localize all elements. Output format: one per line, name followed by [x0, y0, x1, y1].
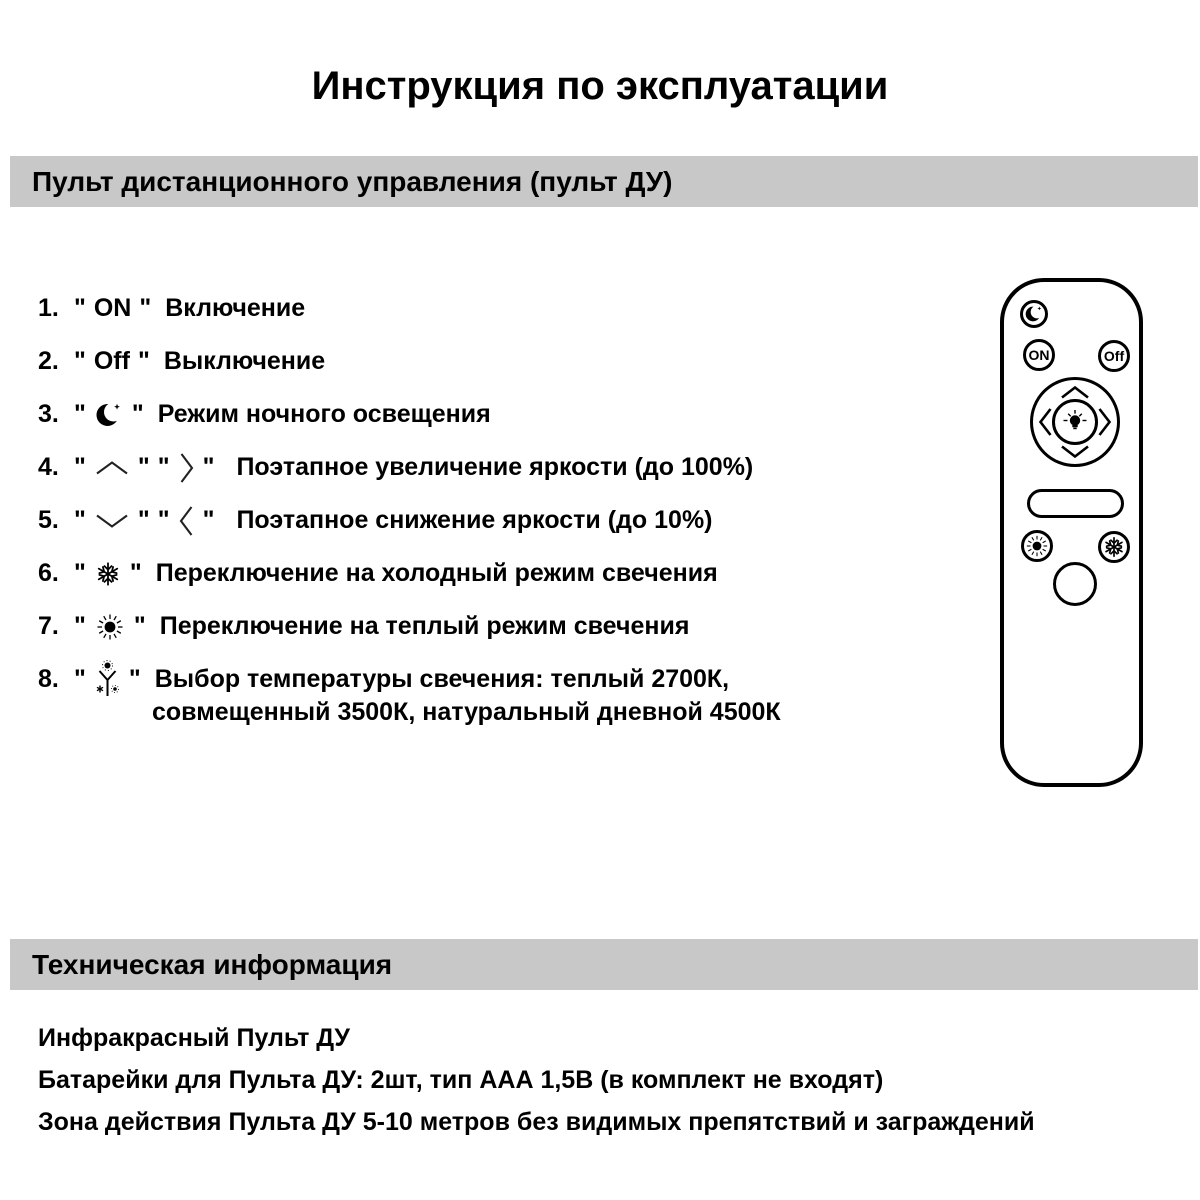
quote-mark: " — [202, 506, 215, 534]
remote-illustration — [1000, 278, 1143, 787]
instruction-item-off — [38, 335, 781, 388]
remote-dpad — [1030, 377, 1120, 467]
quote-mark: " — [74, 453, 86, 481]
quote-mark: " — [157, 453, 170, 481]
quote-mark: " — [128, 665, 141, 693]
quote-mark: " — [74, 665, 86, 693]
snowflake-icon — [94, 560, 122, 588]
quote-mark: " — [157, 506, 170, 534]
tech-info-line: Зона действия Пульта ДУ 5-10 метров без видимых препятствий и заграждений — [38, 1108, 1035, 1136]
on-button-label: ON — [93, 294, 132, 322]
item-number: 2. — [38, 347, 59, 375]
remote-warm-mode-button — [1021, 530, 1053, 562]
item-number: 5. — [38, 506, 59, 534]
item-desc: Режим ночного освещения — [157, 400, 491, 428]
instruction-item-temp-select — [38, 653, 781, 726]
item-number: 8. — [38, 665, 59, 693]
dpad-down-icon — [1059, 444, 1091, 459]
instruction-item-night-mode — [38, 388, 781, 441]
remote-round-button — [1053, 562, 1097, 606]
section-header-tech — [10, 939, 1198, 990]
page-title: Инструкция по эксплуатации — [311, 64, 889, 108]
tech-info-line: Инфракрасный Пульт ДУ — [38, 1024, 350, 1052]
chevron-up-icon — [94, 460, 130, 476]
tech-info-line: Батарейки для Пульта ДУ: 2шт, тип ААА 1,5В (в комплект не входят) — [38, 1066, 884, 1094]
remote-pill-button — [1027, 489, 1124, 518]
chevron-left-icon — [178, 504, 195, 538]
item-number: 7. — [38, 612, 59, 640]
chevron-right-icon — [178, 451, 195, 485]
quote-mark: " — [139, 294, 152, 322]
instruction-item-brightness-up — [38, 441, 781, 494]
item-desc: Поэтапное увеличение яркости (до 100%) — [236, 453, 754, 481]
snowflake-icon — [1102, 535, 1126, 559]
quote-mark: " — [137, 506, 150, 534]
remote-center-button — [1052, 399, 1098, 445]
item-desc: Включение — [165, 294, 306, 322]
item-desc: Переключение на холодный режим свечения — [155, 559, 718, 587]
quote-mark: " — [131, 400, 144, 428]
section-header-remote — [10, 156, 1198, 207]
remote-cold-mode-button — [1098, 531, 1130, 563]
dpad-right-icon — [1097, 406, 1112, 438]
sun-icon — [94, 611, 126, 643]
item-desc-line2: совмещенный 3500К, натуральный дневной 4500К — [152, 698, 781, 726]
moon-icon — [94, 400, 124, 430]
section-header-remote-label: Пульт дистанционного управления (пульт ДУ) — [32, 165, 673, 197]
instruction-item-on — [38, 282, 781, 335]
quote-mark: " — [137, 347, 150, 375]
dpad-up-icon — [1059, 385, 1091, 400]
item-desc: Переключение на теплый режим свечения — [159, 612, 690, 640]
item-number: 1. — [38, 294, 59, 322]
item-desc: Поэтапное снижение яркости (до 10%) — [236, 506, 713, 534]
quote-mark: " — [74, 347, 86, 375]
remote-on-label: ON — [1028, 347, 1050, 363]
remote-off-button — [1098, 340, 1130, 372]
item-number: 4. — [38, 453, 59, 481]
quote-mark: " — [74, 294, 86, 322]
section-header-tech-label: Техническая информация — [32, 948, 393, 980]
quote-mark: " — [74, 400, 86, 428]
temp-select-icon — [94, 660, 121, 700]
remote-on-button — [1023, 339, 1055, 371]
instruction-item-warm-mode — [38, 600, 781, 653]
chevron-down-icon — [94, 513, 130, 529]
instruction-item-brightness-down — [38, 494, 781, 547]
remote-night-mode-button — [1020, 300, 1048, 328]
item-number: 3. — [38, 400, 59, 428]
remote-off-label: Off — [1103, 348, 1125, 364]
quote-mark: " — [137, 453, 150, 481]
quote-mark: " — [202, 453, 215, 481]
item-desc: Выбор температуры свечения: теплый 2700К, — [154, 665, 730, 693]
item-desc: Выключение — [163, 347, 326, 375]
instruction-list — [38, 282, 781, 726]
quote-mark: " — [74, 612, 86, 640]
off-button-label: Off — [93, 347, 130, 375]
item-number: 6. — [38, 559, 59, 587]
quote-mark: " — [74, 559, 86, 587]
light-bulb-icon — [1060, 407, 1090, 437]
quote-mark: " — [129, 559, 142, 587]
sun-icon — [1024, 533, 1050, 559]
moon-icon — [1024, 304, 1044, 324]
quote-mark: " — [133, 612, 146, 640]
dpad-left-icon — [1038, 406, 1053, 438]
quote-mark: " — [74, 506, 86, 534]
instruction-item-cold-mode — [38, 547, 781, 600]
